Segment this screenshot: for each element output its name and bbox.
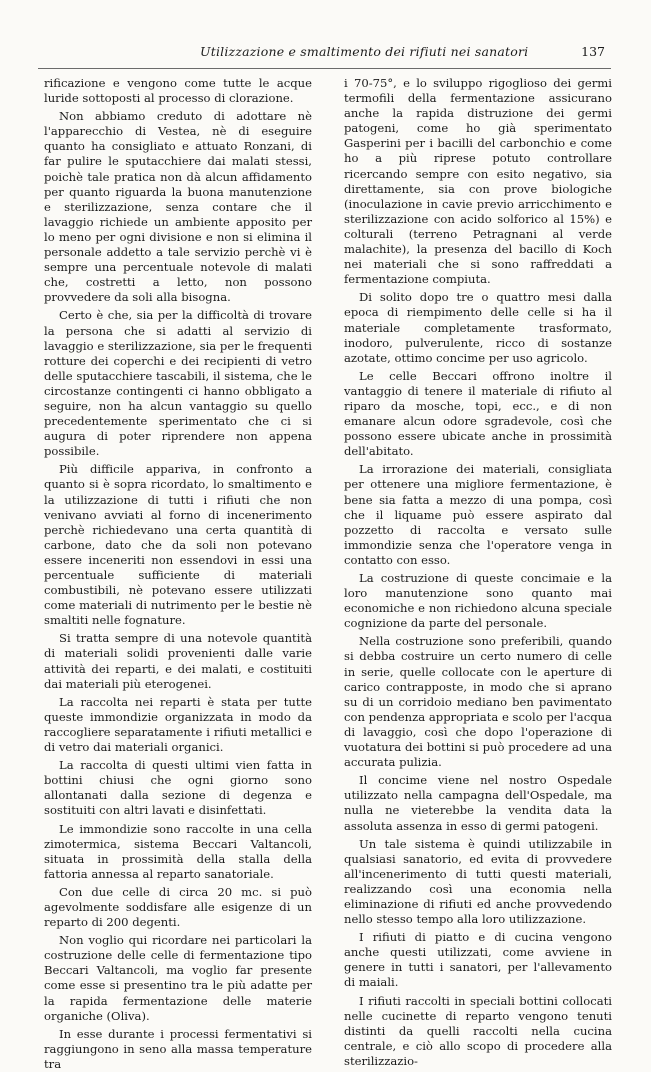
paragraph: La irrorazione dei materiali, consigliata per ottenere una migliore fermentazione, è bene sia fatta a mezzo di una pompa, così che il liquame può essere aspirato dal pozzetto di raccolta e versato sulle immondizie senza che l'operatore venga in contatto con esso.	[344, 462, 612, 567]
paragraph: Nella costruzione sono preferibili, quando si debba costruire un certo numero di celle in serie, quelle collocate con le aperture di carico contrapposte, in modo che si aprano su di un corridoio mediano ben pavimentato con pendenza appropriata e scolo per l'acqua di lavaggio, così che dopo l'operazione di vuotatura dei bottini si può procedere ad una accurata pulizia.	[344, 634, 612, 770]
paragraph: La costruzione di queste concimaie e la loro manutenzione sono quanto mai economiche e non richiedono alcuna speciale cognizione da parte del personale.	[344, 571, 612, 631]
paragraph: Non voglio qui ricordare nei particolari la costruzione delle celle di fermentazione tipo Beccari Valtancoli, ma voglio far presente come esse si presentino tra le più adatte per la rapida fermentazione delle materie organiche (Oliva).	[44, 933, 312, 1023]
paragraph: Più difficile appariva, in confronto a quanto si è sopra ricordato, lo smaltimento e la utilizzazione di tutti i rifiuti che non venivano avviati al forno di incenerimento perchè richiedevano una certa quantità di carbone, dato che da soli non potevano essere inceneriti non essendovi in essi una percentuale sufficiente di materiali combustibili, nè potevano essere utilizzati come materiali di nutrimento per le bestie nè smaltiti nelle fognature.	[44, 462, 312, 628]
paragraph: Il concime viene nel nostro Ospedale utilizzato nella campagna dell'Ospedale, ma nulla ne vieterebbe la vendita data la assoluta assenza in esso di germi patogeni.	[344, 773, 612, 833]
paragraph: Si tratta sempre di una notevole quantità di materiali solidi provenienti dalle varie attività dei reparti, e dei malati, e costituiti dai materiali più eterogenei.	[44, 631, 312, 691]
paragraph: La raccolta di questi ultimi vien fatta in bottini chiusi che ogni giorno sono allontanati dalla sezione di degenza e sostituiti con altri lavati e disinfettati.	[44, 758, 312, 818]
page-header	[45, 44, 605, 64]
paragraph: Di solito dopo tre o quattro mesi dalla epoca di riempimento delle celle si ha il materiale completamente trasformato, inodoro, pulverulente, ricco di sostanze azotate, ottimo concime per uso agricolo.	[344, 290, 612, 365]
paragraph: Non abbiamo creduto di adottare nè l'apparecchio di Vestea, nè di eseguire quanto ha consigliato e attuato Ronzani, di far pulire le sputacchiere dai malati stessi, poichè tale pratica non dà alcun affidamento per quanto riguarda la buona manutenzione e sterilizzazione, senza contare che il lavaggio richiede un ambiente apposito per lo meno per ogni divisione e non si elimina il personale addetto a tale servizio perchè vi è sempre una percentuale notevole di malati che, costretti a letto, non possono provvedere da soli alla bisogna.	[44, 109, 312, 305]
paragraph: In esse durante i processi fermentativi si raggiungono in seno alla massa temperature tra	[44, 1026, 312, 1071]
paragraph: Un tale sistema è quindi utilizzabile in qualsiasi sanatorio, ed evita di provvedere all'incenerimento di tutti questi materiali, realizzando così una economia nella eliminazione di rifiuti ed anche provvedendo nello stesso tempo alla loro utilizzazione.	[344, 836, 612, 927]
paragraph: Le immondizie sono raccolte in una cella zimotermica, sistema Beccari Valtancoli, situata in prossimità della stalla della fattoria annessa al reparto sanatoriale.	[44, 821, 312, 881]
paragraph: Con due celle di circa 20 mc. si può agevolmente soddisfare alle esigenze di un reparto di 200 degenti.	[44, 884, 312, 930]
paragraph: Certo è che, sia per la difficoltà di trovare la persona che si adatti al servizio di lavaggio e sterilizzazione, sia per le frequenti rotture dei coperchi e dei recipienti di vetro delle sputacchiere tascabili, il sistema, che le circostanze contingenti ci hanno obbligato a seguire, non ha alcun vantaggio su quello precedentemente sperimentato che ci si augura di poter riprendere non appena possibile.	[44, 308, 312, 459]
body-text	[44, 76, 612, 1071]
right-column	[344, 76, 612, 1068]
header-rule	[38, 68, 611, 69]
paragraph: rificazione e vengono come tutte le acque luride sottoposti al processo di clorazione.	[44, 76, 312, 106]
paragraph: I rifiuti raccolti in speciali bottini collocati nelle cucinette di reparto vengono tenuti distinti da quelli raccolti nella cucina centrale, e ciò allo scopo di procedere alla sterilizzazio-	[344, 993, 612, 1068]
page-number: 137	[581, 44, 605, 59]
paragraph: Le celle Beccari offrono inoltre il vantaggio di tenere il materiale di rifiuto al riparo da mosche, topi, ecc., e di non emanare alcun odore sgradevole, così che possono essere ubicate anche in prossimità dell'abitato.	[344, 368, 612, 459]
paragraph: I rifiuti di piatto e di cucina vengono anche questi utilizzati, come avviene in genere in tutti i sanatori, per l'allevamento di maiali.	[344, 930, 612, 990]
paragraph: i 70-75°, e lo sviluppo rigoglioso dei germi termofili della fermentazione assicurano anche la rapida distruzione dei germi patogeni, come ho già sperimentato Gasperini per i bacilli del carbonchio e come ho a più riprese potuto controllare ricercando sempre con esito negativo, sia direttamente, sia con prove biologiche (inoculazione in cavie previo arricchimento e sterilizzazione con acido solforico al 15%) e colturali (terreno Petragnani al verde malachite), la presenza del bacillo di Koch nei materiali che si sono raffreddati a fermentazione compiuta.	[344, 76, 612, 287]
left-column	[44, 76, 312, 1071]
running-title: Utilizzazione e smaltimento dei rifiuti nei sanatori	[200, 44, 529, 59]
paragraph: La raccolta nei reparti è stata per tutte queste immondizie organizzata in modo da raccogliere separatamente i rifiuti metallici e di vetro dai materiali organici.	[44, 694, 312, 755]
